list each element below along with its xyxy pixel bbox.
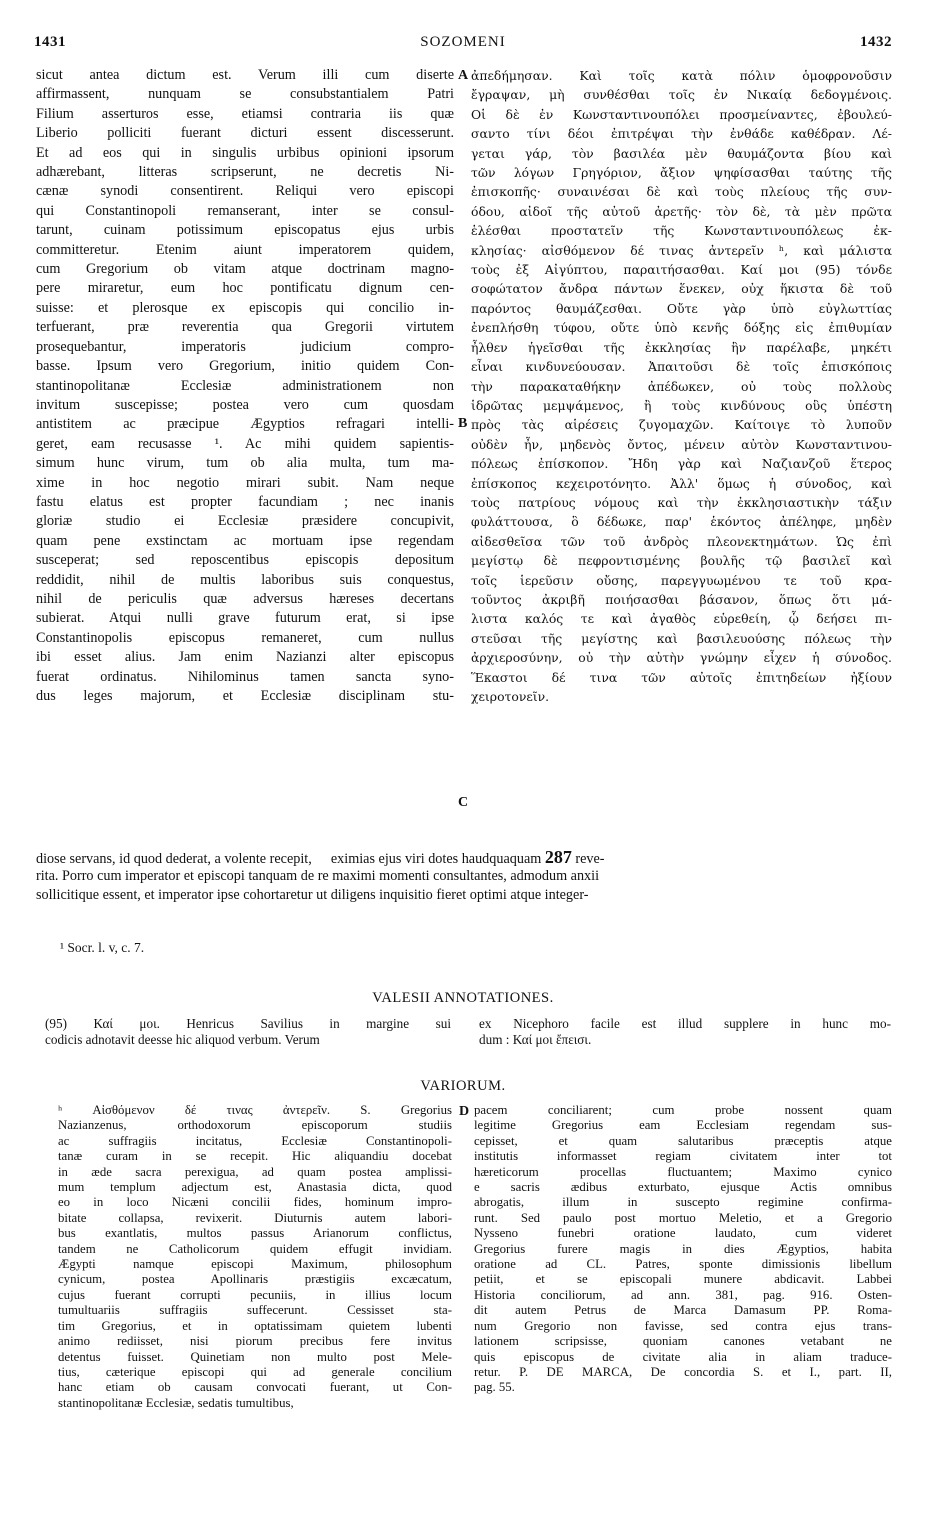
latin-text-line: Filium asserturos esse, etiamsi contraria iis quæ	[36, 105, 454, 122]
variorum-left-line: detentus fuisset. Quinetiam non multo post Mele-	[58, 1349, 452, 1364]
greek-text-line: παρόντος θαυμάζεσθαι. Οὔτε γὰρ ὑπὸ εὐγλωττίας	[471, 300, 892, 316]
valesii-left-column	[45, 1016, 451, 1048]
greek-text-line: αἰδεσθεῖσα τῶν τοῦ ἀνδρὸς πλεονεκτημάτων. Ὡς ἐπὶ	[471, 533, 892, 549]
latin-text-line: cænæ synodi consentirent. Reliqui vero episcopi	[36, 183, 454, 200]
greek-text-line: ἐπισκοπῆς· συναινέσαι δὲ καὶ τοὺς πλείους τῆς συν-	[471, 184, 892, 200]
greek-text-line: τῶν λόγων Γρηγόριον, ἄξιον ψηφίσασθαι ταύτης τῆς	[471, 165, 892, 181]
left-page-number: 1431	[34, 34, 66, 50]
variorum-right-line: lationem scripsisse, quoniam canones vetabant ne	[474, 1334, 892, 1349]
latin-text-line: cum Gregorium ob vitam atque doctrinam magno-	[36, 261, 454, 278]
latin-text-line: susceperat; sed reposcentibus episcopis depositum	[36, 552, 454, 569]
variorum-right-line: dit autem Petrus de Marca Damasum PP. Roma-	[474, 1303, 892, 1318]
variorum-left-line: tius, cæterique episcopi qui ad generale concilium	[58, 1364, 452, 1379]
latin-text-line: subierat. Atqui nulli grave futurum erat, si ipse	[36, 610, 454, 627]
valesii-right-line: dum : Καί μοι ἔπεισι.	[479, 1032, 592, 1047]
greek-text-line: ἦλθεν ἡγεῖσθαι τῆς ἐκκλησίας ἣν παρέλαβε, μηκέτι	[471, 339, 892, 355]
variorum-left-line: animo rediisset, nisi piorum precibus fere invitus	[58, 1334, 452, 1349]
greek-text-line: ἑλέσθαι προστατεῖν τῆς Κωνσταντινουπόλεως ἐκ-	[471, 223, 892, 239]
greek-text-line: Ἕκαστοι δέ τινα τῶν αὐτοῖς ἐπιτηδείων ἠξίουν	[471, 669, 892, 685]
greek-text-line: ἐνεπλήσθη τύφου, οὔτε ὑπὸ κενῆς δόξης εἰς ἐπιθυμίαν	[471, 320, 892, 336]
variorum-right-line: oratione ad CL. Patres, sponte dimissionis libellum	[474, 1257, 892, 1272]
latin-text-line: simum hunc virum, tum ob alia multa, tum ma-	[36, 455, 454, 472]
variorum-left-line: in æde sacra perexigua, ad quam postea amplissi-	[58, 1164, 452, 1179]
variorum-right-line: Gregorius furere magis in dies Ægyptios, habita	[474, 1241, 892, 1256]
valesii-right-column	[479, 1016, 891, 1048]
variorum-left-line: tandem ne Catholicorum quidem effugit invidiam.	[58, 1241, 452, 1256]
variorum-right-line: runt. Sed paulo post mortuo Meletio, et a Gregorio	[474, 1210, 892, 1225]
greek-text-line: τὴν παρακαταθήκην ἀπέδωκεν, οὐ τοὺς πολλοὺς	[471, 378, 892, 394]
greek-text-line: γεται γάρ, τὸν βασιλέα μὲν θαυμάζοντα βίου καὶ	[471, 145, 892, 161]
latin-text-line: fastu elatus est propter facundiam ; nec inanis	[36, 493, 454, 510]
variorum-right-line: pacem conciliarent; cum probe nossent quam	[474, 1103, 892, 1117]
variorum-right-line: Historia conciliorum, ad ann. 381, pag. 916. Osten-	[474, 1287, 892, 1302]
greek-text-line: κλησίας· αἰσθόμενον δέ τινας ἀντερεῖν ʰ, καὶ μάλιστα	[471, 242, 892, 258]
latin-text-line: committeretur. Etenim aiunt imperatorem quidem,	[36, 241, 454, 258]
latin-text-line: tarunt, cuinam potissimum episcopatus ejus urbis	[36, 222, 454, 239]
latin-text-line: quam pene exstinctam ac mortuam ipse regendam	[36, 532, 454, 549]
full-line-1-left: diose servans, id quod dederat, a volente recepit,	[36, 851, 312, 867]
latin-text-line: geret, eam recusasse ¹. Ac mihi quidem sapientis-	[36, 435, 454, 452]
greek-text-line: μεγίστῳ δὲ πεφροντισμένης βουλῆς τῷ βασιλεῖ καὶ	[471, 553, 892, 569]
variorum-right-line: pag. 55.	[474, 1380, 515, 1395]
variorum-right-column	[474, 1103, 892, 1396]
latin-text-line: affirmassent, nunquam se consubstantialem Patri	[36, 86, 454, 103]
latin-text-line: fuerat ordinatus. Nihilominus tamen sancta syno-	[36, 668, 454, 685]
full-width-line-3: sollicitique essent, et imperator ipse cohortaretur ut diligens inquisitio fieret optimi atque integer-	[36, 887, 589, 903]
valesii-left-line: (95) Καί μοι. Henricus Savilius in margine sui	[45, 1016, 451, 1031]
variorum-heading: VARIORUM.	[420, 1078, 506, 1094]
full-line-1-right: eximias ejus viri dotes haudquaquam	[330, 851, 542, 867]
variorum-left-line: Ægypti namque episcopi Maximum, philosophum	[58, 1257, 452, 1272]
margin-letter-c: C	[458, 795, 469, 810]
variorum-left-line: tumultuariis suffragiis suffecerunt. Cessisset sta-	[58, 1303, 452, 1318]
variorum-right-line: hæreticorum procellas fluctuantem; Maximo cynico	[474, 1164, 892, 1179]
latin-column	[36, 66, 454, 706]
greek-text-line: Οἱ δὲ ἐν Κωνσταντινουπόλει προσμείναντες, ἐβουλεύ-	[471, 106, 892, 122]
latin-text-line: adhærebant, litteras scripserunt, ne decretis Ni-	[36, 164, 454, 181]
latin-text-line: reddidit, nihil de multis laboribus suis conquestus,	[36, 571, 454, 588]
right-page-number: 1432	[860, 34, 892, 50]
margin-letter-a: A	[458, 68, 469, 83]
greek-text-line: ἀρχιεροσύνην, οὐ τὴν αὐτὴν γνώμην εἶχεν ἡ σύνοδος.	[471, 650, 892, 666]
greek-text-line: οὐδὲν ἦν, μηδενὸς ὄντος, μένειν αὐτὸν Κωνσταντινου-	[471, 436, 892, 452]
greek-text-line: τοὺς ἐξ Αἰγύπτου, παραιτήσασθαι. Καί μοι (95) τόνδε	[471, 262, 892, 278]
variorum-left-line: bitate collapsa, revixerit. Diuturnis autem labori-	[58, 1210, 452, 1225]
variorum-left-line: hanc etiam ob causam convocati fuerant, ut Con-	[58, 1380, 452, 1395]
variorum-right-line: petiit, et se episcopali munere abdicavit. Labbei	[474, 1272, 892, 1287]
greek-text-line: λιστα καλός τε καὶ ἀγαθὸς εὑρεθείη, ᾧ δεήσει πι-	[471, 611, 892, 627]
variorum-left-line: tim Gregorius, et in optatissimam quietem lubenti	[58, 1318, 452, 1333]
variorum-left-line: cynicum, postea Apollinaris præstigiis excæcatum,	[58, 1272, 452, 1287]
greek-text-line: τοὺς πατρίους νόμους καὶ τὴν ἐκκλησιαστικὴν τάξιν	[471, 494, 892, 510]
greek-text-line: ἱδρῶτας μεμψάμενος, ἢ τοὺς κινδύνους οὓς ὑπέστη	[471, 397, 892, 413]
latin-text-line: Et ad eos qui in singulis urbibus opinioni ipsorum	[36, 144, 454, 161]
greek-text-line: ἔγραψαν, μὴ συνθέσθαι τοῖς ἐν Νικαίᾳ δεδογμένοις.	[471, 87, 892, 103]
latin-text-line: qui Constantinopoli remanserant, inter se consul-	[36, 202, 454, 219]
variorum-left-line: bus exantlatis, multos passus Arianorum conflictus,	[58, 1226, 452, 1241]
latin-text-line: xime in hoc negotio mirari subit. Nam neque	[36, 474, 454, 491]
variorum-right-line: cepisset, et quam salutaribus præceptis atque	[474, 1133, 892, 1148]
variorum-right-line: institutis informasset regiam civitatem inter tot	[474, 1149, 892, 1164]
latin-text-line: dus leges majorum, et Ecclesiæ disciplinam stu-	[36, 688, 454, 704]
latin-text-line: antistitem ac præcipue Ægyptios refragari intelli-	[36, 416, 454, 433]
margin-letter-d: D	[459, 1104, 470, 1119]
greek-text-line: τοῦντος ἀκριβῆ ποιήσασθαι βάσανον, ὅπως ὅτι μά-	[471, 591, 892, 607]
latin-text-line: invitum suscepisse; postea vero cum quosdam	[36, 396, 454, 413]
latin-text-line: suisse: et plerosque ex episcopis qui concilio in-	[36, 299, 454, 316]
latin-text-line: pere miraretur, eum hoc pontificatu dignum cen-	[36, 280, 454, 297]
latin-text-line: Liberio polliciti fuerant dicturi essent discesserunt.	[36, 125, 454, 142]
greek-text-line: πρὸς τὰς αἱρέσεις ζυγομαχῶν. Καίτοιγε τὸ λυποῦν	[471, 417, 892, 433]
full-width-line-2: rita. Porro cum imperator et episcopi tanquam de re maximi momenti consultantes, admodum anxii	[36, 868, 600, 884]
greek-text-line: τοῖς ἱερεῦσιν οὔσης, παρεγγυωμένου τε τοῦ κρα-	[471, 572, 892, 588]
valesii-right-line: ex Nicephoro facile est illud supplere in hunc mo-	[479, 1016, 891, 1031]
latin-text-line: ibi esset alius. Jam enim Nazianzi alter episcopus	[36, 649, 454, 666]
variorum-left-line: ʰ Αἰσθόμενον δέ τινας ἀντερεῖν. S. Gregorius	[58, 1103, 452, 1117]
valesii-left-line: codicis adnotavit deesse hic aliquod verbum. Verum	[45, 1032, 320, 1047]
full-line-1-tail: reve-	[575, 851, 605, 867]
greek-text-line: σαντο τίνι δέοι ἐπιτρέψαι τὴν ἐνθάδε καθέδραν. Λέ-	[471, 126, 892, 142]
variorum-right-line: e sacris ædibus exturbato, ejusque Actis omnibus	[474, 1180, 892, 1195]
latin-text-line: basse. Ipsum vero Gregorium, initio quidem Con-	[36, 358, 454, 375]
latin-text-line: terfuerant, præ reverentia qua Gregorii virtutem	[36, 319, 454, 336]
variorum-left-line: Nazianzenus, orthodoxorum episcoporum studiis	[58, 1118, 452, 1133]
variorum-right-line: legitime Gregorius eam Ecclesiam regendam sus-	[474, 1118, 892, 1133]
greek-text-line: φυλάττουσα, ὃ δέδωκε, παρ' ἑκόντος ἀπέληφε, μηδὲν	[471, 514, 892, 530]
folio-number: 287	[544, 847, 572, 867]
greek-text-line: πόλεως ἐπίσκοπον. Ἤδη γὰρ καὶ Ναζιανζοῦ ἕτερος	[471, 456, 892, 472]
variorum-right-line: quis episcopus de civitate alia in aliam traduce-	[474, 1349, 892, 1364]
latin-text-line: nihil de periculis quæ adversus hæreses decertans	[36, 590, 454, 607]
variorum-left-line: ac suffragiis incitatus, Ecclesiæ Constantinopoli-	[58, 1133, 452, 1148]
greek-text-line: εἶναι κινδυνεύουσαν. Ἀπαιτοῦσι δὲ τοῖς ἐπισκόποις	[471, 359, 892, 375]
variorum-right-line: Nysseno funebri oratione laudato, cum videret	[474, 1226, 892, 1241]
footnote: ¹ Socr. l. v, c. 7.	[60, 940, 145, 955]
variorum-right-line: num Gregorio non favisse, sed contra ejus trans-	[474, 1318, 892, 1333]
latin-text-line: stantinopolitanæ Ecclesiæ administrationem non	[36, 377, 454, 394]
greek-text-line: ἀπεδήμησαν. Καὶ τοῖς κατὰ πόλιν ὁμοφρονοῦσιν	[471, 68, 892, 83]
variorum-left-column	[58, 1103, 452, 1411]
variorum-left-line: cujus fuerant corrupti pecuniis, in illius locum	[58, 1287, 452, 1302]
greek-text-line: χειροτονεῖν.	[471, 689, 550, 704]
greek-text-line: όδου, αἰδοῖ τῆς αὐτοῦ ἀρετῆς· τὸν δὲ, τὰ μὲν πρῶτα	[471, 203, 892, 219]
valesii-heading: VALESII ANNOTATIONES.	[372, 990, 554, 1006]
margin-letter-b: B	[458, 416, 468, 431]
variorum-left-line: tanæ curam in se recepit. Hic aliquandiu docebat	[58, 1149, 452, 1164]
variorum-left-line: eo in loco Nicæni concilii fides, hominum impro-	[58, 1195, 452, 1210]
variorum-right-line: retur. P. DE MARCA, De concordia S. et I., part. II,	[474, 1364, 892, 1379]
variorum-right-line: abrogatis, illum in suscepto regimine confirma-	[474, 1195, 892, 1210]
greek-text-line: ἐπίσκοπος κεχειροτόνητο. Ἀλλ' ὅμως ἡ σύνοδος, καὶ	[471, 475, 892, 491]
variorum-left-line: stantinopolitanæ Ecclesiæ, sedatis tumultibus,	[58, 1395, 294, 1410]
latin-text-line: gloriæ studio ei Ecclesiæ præsidere concupivit,	[36, 513, 454, 530]
greek-text-line: σοφώτατον ἄνδρα πάντων ἕνεκεν, οὐχ ἥκιστα δὲ τοῦ	[471, 281, 892, 297]
greek-text-line: στεῦσαι τῆς μεγίστης καὶ βασιλευούσης πόλεως τὴν	[471, 630, 892, 646]
greek-column	[471, 66, 892, 706]
latin-text-line: prosequebantur, imperatoris judicium compro-	[36, 338, 454, 355]
latin-text-line: sicut antea dictum est. Verum illi cum diserte	[36, 67, 454, 83]
latin-text-line: Constantinopolis episcopus remaneret, cum nullus	[36, 629, 454, 646]
variorum-left-line: mum templum adjectum est, Anastasia dicta, quod	[58, 1180, 452, 1195]
running-title: SOZOMENI	[420, 34, 506, 50]
